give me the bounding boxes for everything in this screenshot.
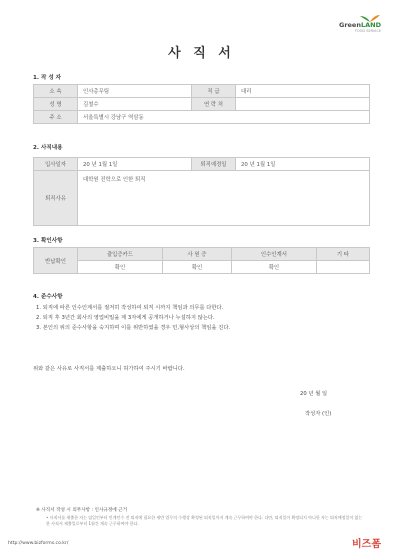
join-date-label: 입사일자 (34, 158, 78, 171)
rank-label: 직 급 (192, 85, 236, 98)
section-check-heading: 3. 확인사항 (33, 238, 63, 244)
rule-item: 2. 퇴직 후 3년간 회사의 영업비밀을 제 3자에게 공개하거나 누설하지 않는다. (36, 315, 215, 321)
leave-date-value: 20 년 1월 1일 (236, 158, 370, 171)
return-check-label: 반납확인 (34, 248, 78, 274)
check-header-access-card: 출입증카드 (78, 248, 163, 261)
rules-list (36, 303, 230, 333)
check-value-id-card: 확인 (162, 261, 231, 274)
bizforms-logo: 비즈폼 (352, 539, 381, 550)
section-rules-heading: 4. 준수사항 (33, 294, 63, 300)
section-resign-heading: 2. 사직내용 (33, 145, 63, 151)
name-label: 성 명 (34, 98, 78, 111)
contact-value (236, 98, 370, 111)
check-value-etc (316, 261, 369, 274)
request-text: 위와 같은 사유로 사직서를 제출하오니 허가하여 주시기 바랍니다. (33, 366, 185, 372)
logo-subtext: FOOD SERVICE (354, 29, 381, 33)
reason-value: 대학원 진학으로 인한 퇴직 (78, 171, 370, 226)
reason-label: 퇴직사유 (34, 171, 78, 226)
resign-table (33, 157, 370, 226)
document-title: 사 직 서 (168, 46, 235, 61)
check-header-id-card: 사 원 증 (162, 248, 231, 261)
check-table (33, 247, 370, 274)
logo-text: GreenLAND (338, 21, 381, 29)
footer-note-body: • 사직서를 제출한 자는 임일인부터 인계인수 전 퇴직에 필요한 제반 업무의 수행상 확정된 퇴직일까지 계속 근무하여야 한다. 다만, 퇴직일이 확정되지 아니한 자는 퇴직예정일이 없는 한 사직서 제출일로부터 1월간 계속 근무하여야 한다. (46, 515, 363, 526)
company-logo (321, 14, 381, 33)
rank-value: 대리 (236, 85, 370, 98)
address-value: 서울특별시 강남구 역삼동 (78, 111, 370, 124)
check-value-handover: 확인 (231, 261, 316, 274)
contact-label: 연 락 처 (192, 98, 236, 111)
footer-url[interactable]: http://www.bizforms.co.kr/ (8, 541, 69, 546)
dept-label: 소 속 (34, 85, 78, 98)
address-label: 주 소 (34, 111, 78, 124)
check-header-handover: 인수인계서 (231, 248, 316, 261)
rule-item: 1. 퇴직에 따른 인수인계서를 절저히 작성하여 퇴직 시까지 책임과 의무를 다한다. (36, 305, 224, 311)
writer-table (33, 84, 370, 124)
leave-date-label: 퇴직예정일 (192, 158, 236, 171)
signer-line: 작성자 (인) (305, 411, 332, 417)
section-writer-heading: 1. 작 성 자 (33, 75, 62, 81)
dept-value: 인사총무팀 (78, 85, 192, 98)
rule-item: 3. 본인의 위의 준수사항을 숙지하며 이를 위반하였을 경우 민,형사상의 책임을 진다. (36, 325, 231, 331)
date-line: 20 년 월 일 (300, 391, 328, 397)
check-header-etc: 기 타 (316, 248, 369, 261)
name-value: 김철수 (78, 98, 192, 111)
footer-note-title: ※ 사직서 작성 시 의무사항 : 인사규정에 근거 (36, 508, 128, 513)
join-date-value: 20 년 1월 1일 (78, 158, 192, 171)
check-value-access-card: 확인 (78, 261, 163, 274)
